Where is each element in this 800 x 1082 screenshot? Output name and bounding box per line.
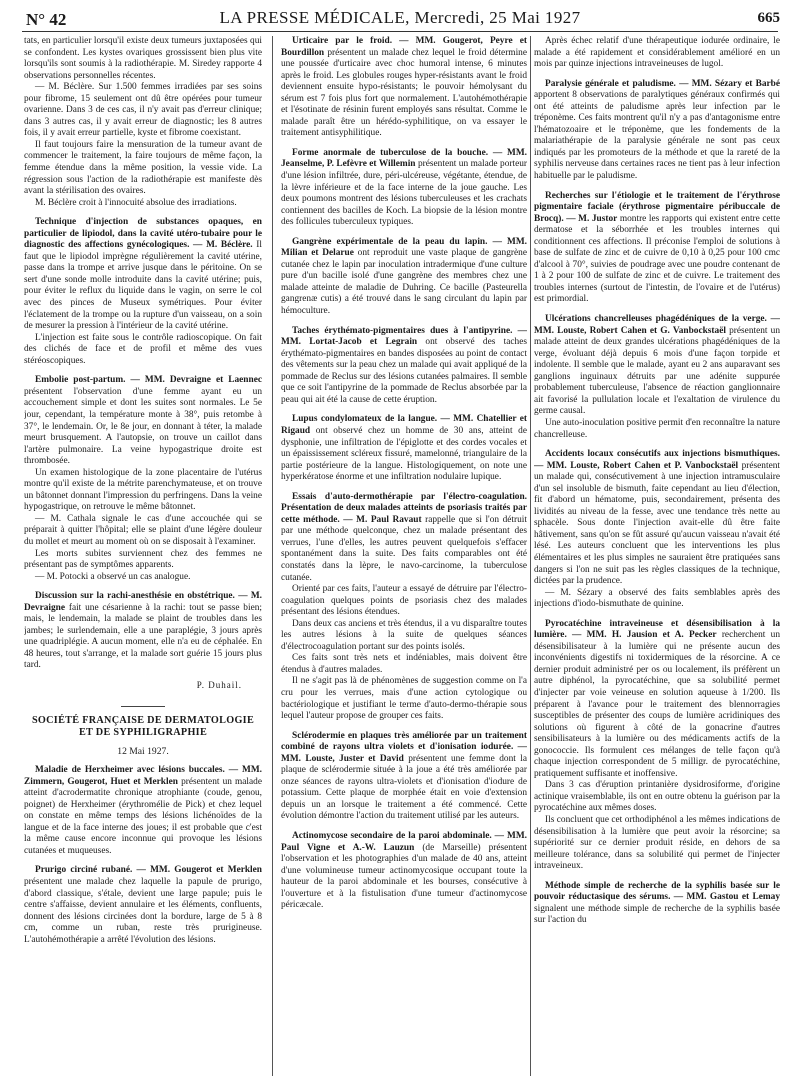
column-divider: [272, 36, 273, 1076]
society-heading: SOCIÉTÉ FRANÇAISE DE DERMATOLOGIE ET DE SYPHILIGRAPHIE: [31, 714, 255, 739]
author-signature: P. Duhail.: [196, 679, 242, 690]
article-body: ont reproduit une vaste plaque de gangrène cutanée chez le lapin par inoculation intradermique d'une culture pure d'un bacille isolé d'une gangrène des membres chez une malade atteinte de maladie de Duhring. Ce bacille (Pasteurella gangrenæ cutis) a été trouvé dans le sang circulant du lapin par hémoculture.: [281, 248, 527, 317]
article-body: présentent un malade chez lequel le froid détermine une poussée d'urticaire avec choc humoral intense, 6 minutes après le froid. Les globules rouges hyper-résistants avant le froid deviennent ensuite hypo-résistants; le pouvoir hémolysant du sérum est 7 fois plus fort que normalement. L'autohémothérapie et l'ésotinate de résinin furent employés sans résultat. Comme le malade paraît être un hérédo-syphilitique, on va essayer le traitement antisyphilitique.: [281, 47, 527, 139]
paragraph: Après échec relatif d'une thérapeutique iodurée ordinaire, le malade a été rapidement et considérablement amélioré en un mois par quinze injections intraveineuses de lugol.: [534, 36, 780, 70]
column-right: [534, 36, 780, 1076]
paragraph: Un examen histologique de la zone placentaire de l'utérus montre qu'il existe de la métrite parenchymateuse, et on trouve un bâtonnet donnant l'impression du perfringens. Dans la veine hypogastrique, on retrouve le même bâtonnet.: [24, 467, 262, 513]
article-title: Ulcérations chancrelleuses phagédéniques de la verge. — MM. Louste, Robert Cahen et G. Vanbockstaël: [534, 314, 780, 336]
article-body: présentent l'observation d'une femme ayant eu un accouchement simple et dont les suites sont normales. Le 5e jour, cependant, la température monte à 38°, puis retombe à 37°, le lendemain. Or, le 8e jour, en donnant à téter, la malade meurt brusquement. A l'autopsie, on trouve un caillot dans l'artère pulmonaire. La veine hypogastrique droite est thrombosée.: [24, 386, 262, 467]
header-rule: [22, 31, 778, 32]
paragraph: Ils concluent que cet orthodiphénol a les mêmes indications de désensibilisation à la lumière que peut avoir la résorcine; sa supériorité sur ce dernier produit réside, en dehors de sa meilleure tolérance, dans sa solubilité qui permet de l'injecter intraveineux.: [534, 815, 780, 872]
page-number: 665: [757, 10, 780, 26]
article-body: recherchent un désensibilisateur à la lumière qui ne présente aucun des inconvénients digestifs ni toxidermiques de la résorcine. A ce dernier produit administré per os ou localement, ils préfèrent un autre diphénol, la pyrocatéchine, que sa solubilité permet d'injecter par voie veineuse en solution aqueuse à 1/200. Ils préparent à l'avance pour le traitement des blennorragies susceptibles de présenter des coups de lumière acridiniques des solutions où figurent à côté de la gonacrine d'autres sensibilisateurs à la lumière ou des médicaments actifs de la gonococcie. Ils formulent ces mélanges de telle façon qu'à chaque injection correspondent de 5 milligr. de pyrocatéchine, pratiquement suffisante et inoffensive.: [534, 630, 780, 779]
paragraph: — M. Potocki a observé un cas analogue.: [35, 571, 191, 582]
article-body: rappelle que si l'on détruit par une méthode quelconque, chez un malade présentant des verrues, l'une d'elles, les autres peuvent quelquefois s'effacer spontanément dans la suite. Des faits comparables ont été constatés dans la lèpre, le navo-carcinome, la tuberculose cutanée.: [281, 514, 527, 583]
article-title: Urticaire par le froid. — MM. Gougerot, Peyre et Bourdillon: [281, 36, 527, 58]
paragraph: Orienté par ces faits, l'auteur a essayé de détruire par l'électro-coagulation quelques points de psoriasis chez des malades présentant des lésions étendues.: [281, 584, 527, 618]
article-title: Prurigo circiné rubané. — MM. Gougerot et Merklen: [35, 865, 262, 876]
article-title: Pyrocatéchine intraveineuse et désensibilisation à la lumière. — MM. H. Jausion et A. Pecker: [534, 618, 780, 641]
article: [534, 191, 780, 306]
article-title: Discussion sur la rachi-anesthésie en obstétrique. — M. Devraigne: [24, 591, 262, 613]
article-body: fait une césarienne à la rachi: tout se passe bien; mais, le lendemain, la malade se plaint de troubles dans les jambes; le surlendemain, elle a une paraplégie, 3 jours après une quadriplégie. A aucun moment, elle n'a eu de céphalée. En 48 heures, tout s'arrange, et la malade sort guérie 15 jours plus tard.: [24, 602, 262, 671]
article-title: Essais d'auto-dermothérapie par l'électro-coagulation. Présentation de deux malades atteints de psoriasis traités par cette méthode. — M. Paul Ravaut: [281, 491, 527, 525]
article-body: Il faut que le lipiodol imprègne régulièrement la cavité utérine, passe dans la trompe et arrive jusque dans le péritoine. On se sert d'une sonde molle introduite dans la cavité utérine; puis, pour éviter le reflux du liquide dans le vagin, on serre le col avec des pinces de Museux symétriques. Pour éviter l'éclatement de la trompe ou la rupture d'un vaisseau, on a soin de mesurer la pression à l'intérieur de la cavité utérine.: [24, 240, 262, 332]
article-body: ont observé des taches érythémato-pigmentaires en bandes disposées au point de contact des vêtements sur la peau chez un malade qui avait appliqué de la pommade de Reclus sur des lésions cutanées palmaires. Il semble que ce soit l'antipyrine de la pommade de Reclus absorbée par la peau qui ait été la cause de cette éruption.: [281, 337, 527, 405]
paragraph: Ces faits sont très nets et indéniables, mais doivent être étendus à d'autres malades.: [281, 653, 527, 675]
article-title: Embolie post-partum. — MM. Devraigne et Laennec: [35, 375, 262, 386]
paragraph: Dans 3 cas d'éruption printanière dysidrosiforme, d'origine actinique vraisemblable, ils ont en outre obtenu la guérison par la pyrocatéchine aux mêmes doses.: [534, 780, 780, 814]
article-title: Sclérodermie en plaques très améliorée par un traitement combiné de rayons ultra violets et d'ionisation iodurée. — MM. Louste, Juster et David: [281, 730, 527, 764]
article: [534, 79, 780, 183]
article: [281, 237, 527, 318]
column-middle: [281, 36, 527, 1076]
article-body: (de Marseille) présentent l'observation et les photographies d'un malade de 40 ans, atteint d'une volumineuse tumeur actinomycosique occupant toute la hauteur de la paroi abdominale et les bourses, consécutive à l'ouverture et à la fistulisation d'une tumeur d'actinomycose péricæcale.: [281, 842, 527, 911]
article-title: Lupus condylomateux de la langue. — MM. Chatellier et Rigaud: [281, 414, 527, 436]
paragraph: — M. Cathala signale le cas d'une accouchée qui se préparait à quitter l'hôpital; elle se plaint d'une légère douleur du mollet et meurt au moment où on se disposait à l'examiner.: [24, 513, 262, 547]
article: [24, 375, 262, 583]
meeting-date: 12 Mai 1927.: [117, 745, 169, 757]
journal-title: LA PRESSE MÉDICALE, Mercredi, 25 Mai 1927: [219, 8, 581, 27]
article-body: présentent un malade atteint d'acrodermatite chronique atrophiante (coude, genou, poignet) de Herxheimer (érythromélie de Pick) et chez lequel on constate en même temps des lésions lichénoïdes de la langue et de la face interne des joues; il est probable que c'est la même cause encore inconnue qui provoque les lésions cutanées et muqueuses.: [24, 776, 262, 856]
article: [24, 765, 262, 857]
article-body: présentent une malade chez laquelle la papule de prurigo, d'abord classique, s'étale, devient une large papule; puis le centre s'affaisse, devient annulaire et les éléments, confluents, donnent des lésions circinées dont la bordure, large de 5 à 8 cm, comme un ruban, reste très prurigineuse. L'autohémothérapie a arrêté l'évolution des lésions.: [24, 877, 262, 945]
paragraph: Il ne s'agit pas là de phénomènes de suggestion comme on l'a cru pour les verrues, mais d'une action cytologique ou bactériologique et justifiant le terme d'auto-dermo-thérapie sous lequel l'auteur propose de grouper ces faits.: [281, 676, 527, 722]
article: [281, 36, 527, 140]
article: [534, 449, 780, 611]
article: [24, 865, 262, 946]
article-body: signalent une méthode simple de recherche de la syphilis basée sur l'action du: [534, 903, 780, 926]
section-rule: [121, 706, 165, 707]
article-title: Forme anormale de tuberculose de la bouche. — MM. Jeanselme, P. Lefèvre et Willemin: [281, 147, 527, 170]
article: [281, 148, 527, 229]
article: [24, 591, 262, 672]
article: [281, 414, 527, 483]
article: [281, 731, 527, 823]
paragraph: Dans deux cas anciens et très étendus, il a vu disparaître toutes les autres lésions à la suite de quelques séances d'électrocoagulation portant sur des points isolés.: [281, 618, 527, 652]
paragraph: Les morts subites surviennent chez des femmes ne présentant pas de symptômes apparents.: [24, 548, 262, 571]
article-title: Actinomycose secondaire de la paroi abdominale. — MM. Paul Vigne et A.-W. Lauzun: [281, 831, 527, 853]
article-body: apportent 8 observations de paralytiques généraux confirmés qui ont été atteints de paludisme après leur infection par le tréponème. Ces faits montrent qu'il n'y a pas d'antagonisme entre l'hématozoaire et le tréponème, que les fondements de la malariathérapie de la paralysie générale ne sont pas ceux indiqués par les promoteurs de la méthode et que la rareté de la syphilis nerveuse dans certaines races ne tient pas à leur infection habituelle par le paludisme.: [534, 90, 780, 182]
paragraph: — M. Sézary a observé des faits semblables après des injections d'iodo-bismuthate de quinine.: [534, 587, 780, 610]
article-title: Technique d'injection de substances opaques, en particulier de lipiodol, dans la cavité utéro-tubaire pour le diagnostic des affections gynécologiques. — M. Béclère.: [24, 217, 262, 251]
article: [24, 217, 262, 367]
article-title: Taches érythémato-pigmentaires dues à l'antipyrine. — MM. Lortat-Jacob et Legrain: [281, 325, 527, 348]
article-title: Gangrène expérimentale de la peau du lapin. — MM. Milian et Delarue: [281, 236, 527, 259]
article: [534, 881, 780, 927]
article: [281, 492, 527, 723]
paragraph: — M. Béclère. Sur 1.500 femmes irradiées par ses soins pour fibrome, 15 seulement ont dû être opérées pour tumeur ovarienne. Dans 3 de ces cas, il n'y avait pas d'erreur clinique; dans 3 autres cas, il y avait erreur de diagnostic; les 8 autres fois, il y avait erreur partielle, kyste et fibrome coexistant.: [24, 82, 262, 139]
article-body: présentent une femme dont la plaque de sclérodermie située à la joue a été très améliorée par onze séances de rayons ultra-violets et d'ionisation d'iodure de potassium. Cette plaque de morphée était en voie d'extension depuis un an lorsque le traitement a été commencé. Cette évolution démontre l'action du traitement utilisé par les auteurs.: [281, 753, 527, 822]
article-title: Maladie de Herxheimer avec lésions buccales. — MM. Zimmern, Gougerot, Huet et Merklen: [24, 765, 262, 787]
column-left: [24, 36, 262, 1076]
issue-number: N° 42: [26, 10, 67, 29]
article: [534, 314, 780, 441]
column-divider: [530, 36, 531, 1076]
paragraph: Une auto-inoculation positive permit d'en reconnaître la nature chancrelleuse.: [534, 417, 780, 440]
article-body: montre les rapports qui existent entre cette dermatose et la séborrhée et les troubles internes qui conditionnent ces affections. Il préconise l'emploi de solutions à base de sulfate de zinc et de cuivre de 0,10 à 0,25 pour 100 cmc d'alcool à 70°, suivies de poudrage avec une poudre contenant de 1 à 2 pour 100 de sulfate de zinc et de cuivre. Le traitement des troubles internes (surtout de l'intestin, de l'ovaire et de l'utérus) est primordial.: [534, 213, 780, 305]
page-header: [14, 6, 786, 32]
article-title: Méthode simple de recherche de la syphilis basée sur le pouvoir réductasique des sérums. — MM. Gastou et Lemay: [534, 880, 780, 903]
paragraph: Il faut toujours faire la mensuration de la tumeur avant de commencer le traitement, la faire toujours de même façon, la femme étendue dans la même position, la vessie vide. La régression sous l'action de la radiothérapie est manifeste dès avant la stérilisation des ovaires.: [24, 139, 262, 197]
article-title: Paralysie générale et paludisme. — MM. Sézary et Barbé: [545, 78, 780, 89]
paragraph: L'injection est faite sous le contrôle radioscopique. On fait des clichés de face et de profil et même des vues stéréoscopiques.: [24, 332, 262, 366]
article-body: présentent un malade qui, consécutivement à une injection intramusculaire d'un sel insoluble de bismuth, faite cependant au lieu d'élection, fit d'abord un hématome, puis, secondairement, présenta des lividités au niveau de la fesse, avec une tendance très nette au sphacèle. Sous donte l'injection avait-elle dû être faite hâtivement, sans qu'on se fût assuré qu'aucun vaisseau n'avait été lésé. Les auteurs concluent que les interventions les plus élémentaires et les plus simples ne sauraient être pratiquées sans dangers si l'on ne suit pas les règles classiques de la technique, dictées par la prudence.: [534, 460, 780, 587]
article: [281, 326, 527, 407]
article-body: présentent un malade porteur d'une lésion infiltrée, dure, péri-ulcéreuse, végétante, étendue, de la lèvre inférieure et de la face interne de la joue gauche. Les deux poumons montrent des lésions tuberculeuses et les crachats contiennent des bacilles de Koch. La biopsie de la lésion montre des follicules tuberculeux typiques.: [281, 159, 527, 228]
article: [281, 831, 527, 912]
article-title: Recherches sur l'étiologie et le traitement de l'érythrose pigmentaire faciale (érythrose pigmentaire péribuccale de Brocq). — M. Justor: [534, 190, 780, 224]
article: [534, 619, 780, 873]
article-body: ont observé chez un homme de 30 ans, atteint de dysphonie, une infiltration de l'épiglotte et des cordes vocales et un épaississement scléreux fissuré, mamelonné, triangulaire de la partie postérieure de la langue. Histologiquement, on note une hyperkératose énorme et une infiltration nodulaire lupique.: [281, 425, 527, 483]
article-title: Accidents locaux consécutifs aux injections bismuthiques. — MM. Louste, Robert Cahen et P. Vanbockstaël: [534, 449, 780, 471]
article-body: présentent un malade atteint de deux grandes ulcérations phagédéniques de la verge, évoluant déjà depuis 6 mois d'une façon torpide et indolente. Il semble que le malade, ayant eu 2 ans auparavant ses ganglions inguinaux détruits par une adénite suppurée probablement tuberculeuse, l'absence de réaction ganglionnaire ait favorisé la pullulation locale et l'exaltation de virulence du germe causal.: [534, 325, 780, 417]
paragraph: tats, en particulier lorsqu'il existe deux tumeurs juxtaposées qui se confondent. Les kystes ovariques grossissent bien plus vite lorsqu'ils sont soumis à la radiothérapie. M. Siredey rapporte 4 observations personnelles récentes.: [24, 36, 262, 81]
paragraph: M. Béclère croit à l'innocuité absolue des irradiations.: [35, 197, 237, 208]
